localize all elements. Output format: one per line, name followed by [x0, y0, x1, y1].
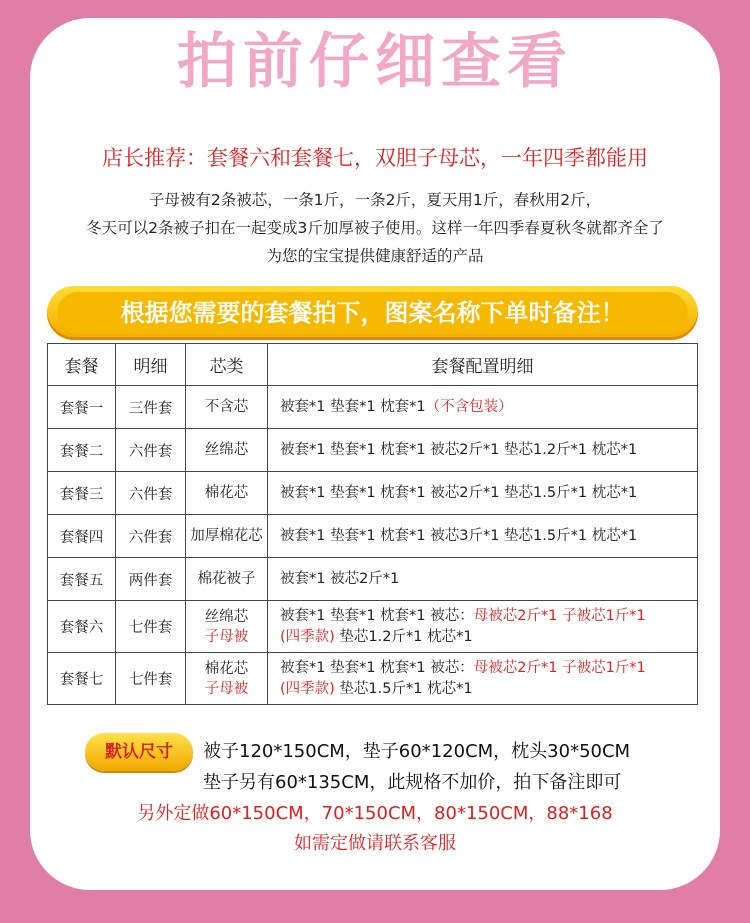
- header-detail: 明细: [116, 344, 186, 386]
- header-package: 套餐: [48, 344, 116, 386]
- package-core: [186, 515, 268, 558]
- config-highlight: (四季款): [280, 628, 335, 645]
- core-type: 棉花芯: [204, 660, 249, 677]
- table-row: [48, 653, 698, 705]
- config-text: 被套*1 垫套*1 枕套*1 被芯2斤*1 垫芯1.2斤*1 枕芯*1: [280, 441, 638, 458]
- package-detail: 三件套: [116, 386, 186, 429]
- header-config: 套餐配置明细: [268, 344, 698, 386]
- package-table: [47, 343, 698, 705]
- package-detail: 七件套: [116, 601, 186, 653]
- config-highlight: (四季款): [280, 680, 335, 697]
- package-config: [268, 472, 698, 515]
- package-core: [186, 386, 268, 429]
- table-row: [48, 472, 698, 515]
- banner-text: 根据您需要的套餐拍下，图案名称下单时备注！: [57, 292, 688, 334]
- recommendation-text: 店长推荐：套餐六和套餐七，双胆子母芯，一年四季都能用: [102, 146, 648, 170]
- default-size-badge: 默认尺寸: [85, 733, 193, 771]
- config-highlight: （不含包装）: [425, 398, 513, 415]
- config-text: 被套*1 垫套*1 枕套*1 被芯：: [280, 659, 474, 676]
- table-row: [48, 429, 698, 472]
- table-row: [48, 601, 698, 653]
- config-highlight: 母被芯2斤*1 子被芯1斤*1: [473, 607, 646, 624]
- package-name: 套餐六: [48, 601, 116, 653]
- core-type: 加厚棉花芯: [190, 528, 263, 544]
- package-detail: 七件套: [116, 653, 186, 705]
- description-line: 为您的宝宝提供健康舒适的产品: [266, 247, 484, 265]
- package-name: 套餐三: [48, 472, 116, 515]
- config-text: 被套*1 垫套*1 枕套*1 被芯：: [280, 607, 474, 624]
- table-row: [48, 558, 698, 601]
- config-highlight: 母被芯2斤*1 子被芯1斤*1: [473, 659, 646, 676]
- instruction-banner: [47, 286, 698, 340]
- table-header-row: [48, 344, 698, 386]
- package-name: 套餐五: [48, 558, 116, 601]
- config-text: 垫芯1.5斤*1 枕芯*1: [334, 680, 473, 697]
- core-subtype: 子母被: [204, 680, 249, 697]
- config-text: 垫芯1.2斤*1 枕芯*1: [334, 628, 473, 645]
- core-subtype: 子母被: [204, 628, 249, 645]
- core-type: 棉花被子: [197, 571, 256, 587]
- package-detail: 六件套: [116, 429, 186, 472]
- package-name: 套餐七: [48, 653, 116, 705]
- page-title: 拍前仔细查看: [177, 27, 573, 97]
- header-core: 芯类: [186, 344, 268, 386]
- package-detail: 六件套: [116, 515, 186, 558]
- table-row: [48, 386, 698, 429]
- core-type: 丝绵芯: [204, 608, 249, 625]
- package-core: [186, 472, 268, 515]
- size-line: 被子120*150CM，垫子60*120CM，枕头30*50CM: [203, 741, 631, 762]
- description-line: 子母被有2条被芯，一条1斤，一条2斤，夏天用1斤，春秋用2斤，: [148, 191, 602, 209]
- size-info: [203, 736, 630, 798]
- package-name: 套餐二: [48, 429, 116, 472]
- package-core: [186, 601, 268, 653]
- package-detail: 六件套: [116, 472, 186, 515]
- contact-service-line: 如需定做请联系客服: [294, 833, 456, 854]
- package-name: 套餐一: [48, 386, 116, 429]
- table-row: [48, 515, 698, 558]
- package-config: [268, 386, 698, 429]
- config-text: 被套*1 垫套*1 枕套*1: [280, 398, 426, 415]
- core-type: 丝绵芯: [204, 442, 249, 458]
- core-type: 棉花芯: [204, 485, 249, 501]
- config-text: 被套*1 被芯2斤*1: [280, 570, 400, 587]
- package-name: 套餐四: [48, 515, 116, 558]
- package-config: [268, 558, 698, 601]
- config-text: 被套*1 垫套*1 枕套*1 被芯3斤*1 垫芯1.5斤*1 枕芯*1: [280, 527, 638, 544]
- description-line: 冬天可以2条被子扣在一起变成3斤加厚被子使用。这样一年四季春夏秋冬就都齐全了: [86, 219, 664, 237]
- size-line: 垫子另有60*135CM，此规格不加价，拍下备注即可: [203, 772, 622, 793]
- package-detail: 两件套: [116, 558, 186, 601]
- config-text: 被套*1 垫套*1 枕套*1 被芯2斤*1 垫芯1.5斤*1 枕芯*1: [280, 484, 638, 501]
- package-config: [268, 515, 698, 558]
- package-core: [186, 653, 268, 705]
- core-type: 不含芯: [204, 399, 249, 415]
- package-config: [268, 601, 698, 653]
- package-config: [268, 653, 698, 705]
- custom-size-line: 另外定做60*150CM，70*150CM，80*150CM，88*168: [137, 803, 613, 824]
- description: [40, 186, 710, 270]
- package-config: [268, 429, 698, 472]
- package-core: [186, 558, 268, 601]
- package-core: [186, 429, 268, 472]
